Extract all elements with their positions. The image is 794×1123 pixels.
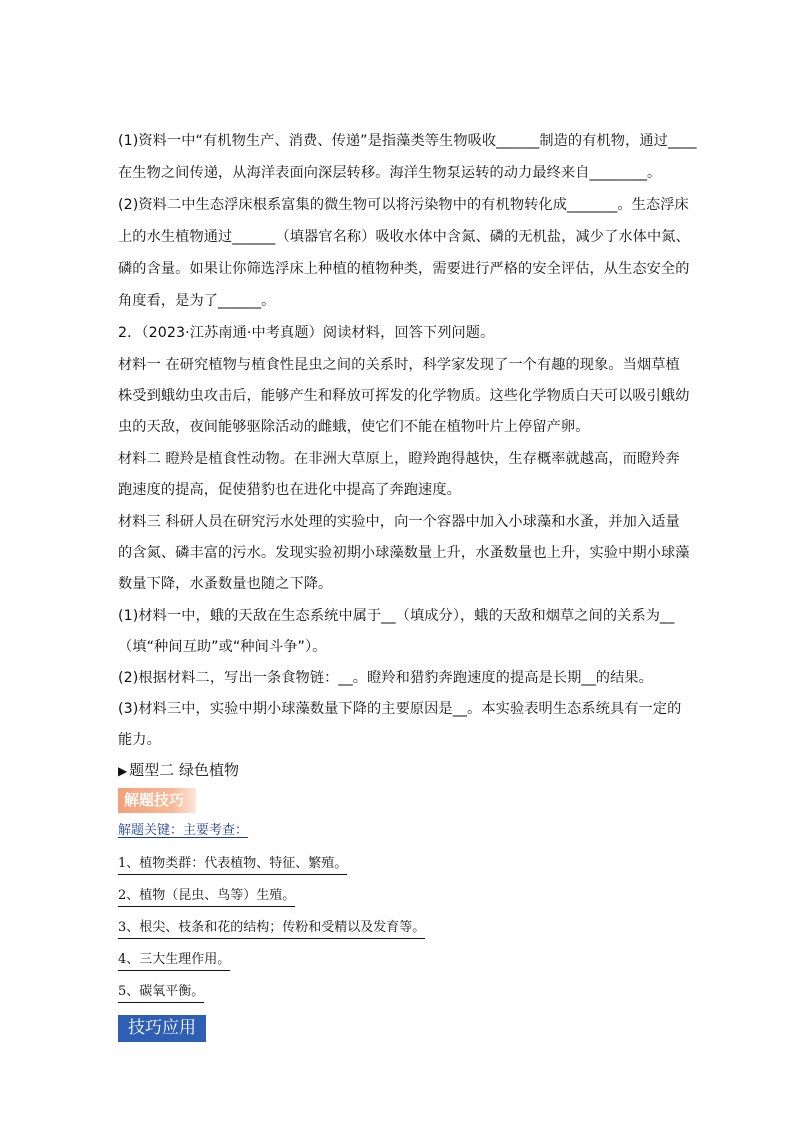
key-item: 4、三大生理作用。 <box>118 951 230 971</box>
text-line: 材料三 科研人员在研究污水处理的实验中，向一个容器中加入小球藻和水蚤，并加入适量 <box>118 514 680 530</box>
key-item: 2、植物（昆虫、鸟等）生殖。 <box>118 887 295 907</box>
apply-badge: 技巧应用 <box>118 1015 206 1042</box>
text-line: 在生物之间传递，从海洋表面向深层转移。海洋生物泵运转的动力最终来自________。 <box>118 165 662 181</box>
text-line: 上的水生植物通过______（填器官名称）吸收水体中含氮、磷的无机盐，减少了水体中氮、 <box>118 229 690 245</box>
text-line: （填“种间互助”或“种间斗争”）。 <box>118 639 327 655</box>
triangle-right-icon: ▶ <box>118 764 128 778</box>
section-title: 题型二 绿色植物 <box>129 761 240 779</box>
key-title: 解题关键：主要考查： <box>118 823 249 838</box>
text-line: (2)根据材料二，写出一条食物链：__。瞪羚和猎豹奔跑速度的提高是长期__的结果。 <box>118 670 653 686</box>
key-item: 3、根尖、枝条和花的结构；传粉和受精以及发育等。 <box>118 919 425 939</box>
key-item: 5、碳氧平衡。 <box>118 983 204 1003</box>
text-line: 角度看，是为了______。 <box>118 293 276 309</box>
text-line: (3)材料三中，实验中期小球藻数量下降的主要原因是__。本实验表明生态系统具有一定的 <box>118 701 682 717</box>
text-line: 能力。 <box>118 732 161 748</box>
key-item: 1、植物类群：代表植物、特征、繁殖。 <box>118 855 347 875</box>
text-line: 磷的含量。如果让你筛选浮床上种植的植物种类，需要进行严格的安全评估，从生态安全的 <box>118 261 690 277</box>
tip-badge: 解题技巧 <box>118 788 196 813</box>
text-line: 数量下降，水蚤数量也随之下降。 <box>118 576 333 592</box>
text-line: 材料二 瞪羚是植食性动物。在非洲大草原上，瞪羚跑得越快，生存概率就越高，而瞪羚奔 <box>118 451 680 467</box>
text-line: 材料一 在研究植物与植食性昆虫之间的关系时，科学家发现了一个有趣的现象。当烟草植 <box>118 357 680 373</box>
text-line: (1)材料一中，蛾的天敌在生态系统中属于__（填成分），蛾的天敌和烟草之间的关系为__ <box>118 608 675 624</box>
question-heading: 2．（2023·江苏南通·中考真题）阅读材料，回答下列问题。 <box>118 325 495 341</box>
text-line: 虫的天敌，夜间能够驱除活动的雌蛾，使它们不能在植物叶片上停留产卵。 <box>118 419 590 435</box>
text-line: (2)资料二中生态浮床根系富集的微生物可以将污染物中的有机物转化成_______。生态浮床 <box>118 197 689 213</box>
text-line: 跑速度的提高，促使猎豹也在进化中提高了奔跑速度。 <box>118 482 461 498</box>
text-line: 的含氮、磷丰富的污水。发现实验初期小球藻数量上升，水蚤数量也上升，实验中期小球藻 <box>118 545 690 561</box>
section-heading <box>118 760 239 781</box>
text-line: (1)资料一中“有机物生产、消费、传递”是指藻类等生物吸收______制造的有机物，通过____ <box>118 133 697 149</box>
text-line: 株受到蛾幼虫攻击后，能够产生和释放可挥发的化学物质。这些化学物质白天可以吸引蛾幼 <box>118 388 690 404</box>
